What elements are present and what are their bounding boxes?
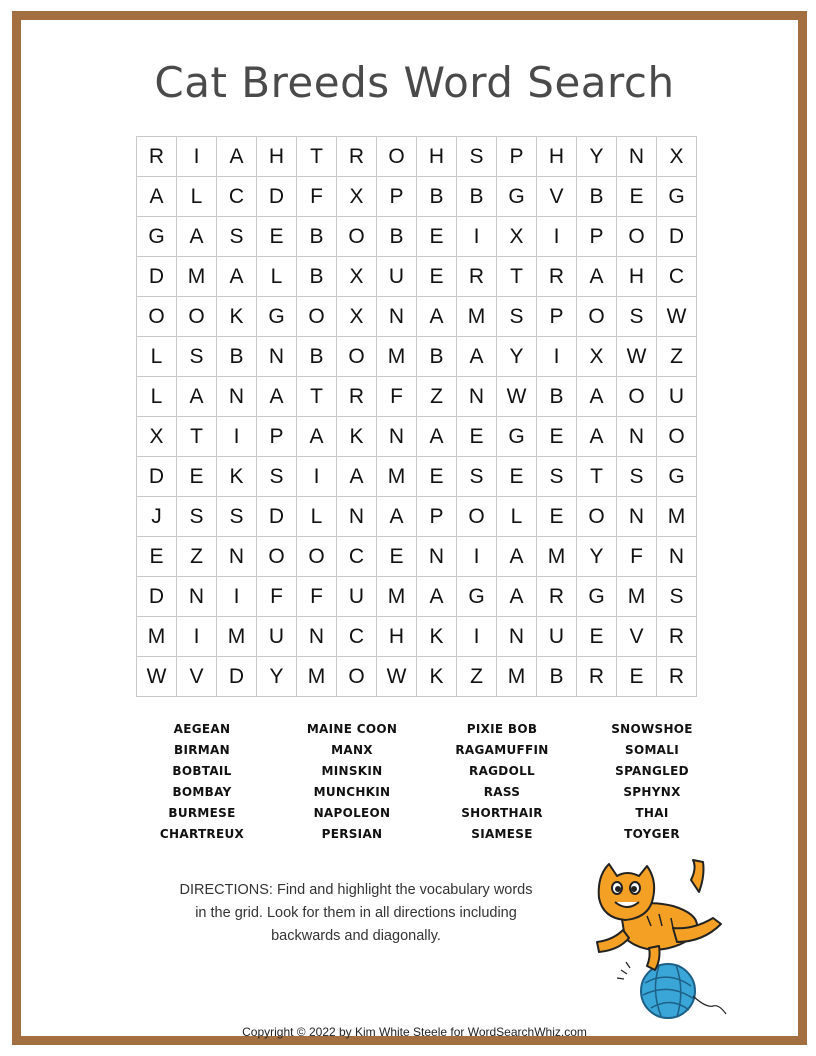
grid-cell[interactable]: B [537,377,577,417]
grid-cell[interactable]: N [617,417,657,457]
word-list-item: NAPOLEON [313,806,391,820]
word-list-item: CHARTREUX [159,827,245,841]
grid-cell[interactable]: O [657,417,697,457]
grid-cell[interactable]: R [657,657,697,697]
grid-cell[interactable]: H [537,137,577,177]
grid-cell[interactable]: O [177,297,217,337]
word-list-item: THAI [635,806,669,820]
grid-cell[interactable]: S [657,577,697,617]
grid-cell[interactable]: W [377,657,417,697]
word-list-item: AEGEAN [173,722,231,736]
grid-cell[interactable]: I [297,457,337,497]
grid-cell[interactable]: O [337,337,377,377]
grid-cell[interactable]: G [457,577,497,617]
grid-cell[interactable]: X [337,257,377,297]
grid-cell[interactable]: W [497,377,537,417]
grid-cell[interactable]: B [457,177,497,217]
cat-icon [597,860,721,970]
grid-cell[interactable]: S [457,457,497,497]
grid-cell[interactable]: T [177,417,217,457]
grid-cell[interactable]: K [217,457,257,497]
grid-cell[interactable]: E [137,537,177,577]
grid-cell[interactable]: S [617,457,657,497]
grid-cell[interactable]: N [377,297,417,337]
grid-cell[interactable]: G [657,177,697,217]
grid-cell[interactable]: X [337,297,377,337]
grid-cell[interactable]: S [617,297,657,337]
word-list-item: BURMESE [168,806,236,820]
grid-cell[interactable]: P [497,137,537,177]
grid-cell[interactable]: K [417,657,457,697]
grid-cell[interactable]: U [657,377,697,417]
grid-cell[interactable]: K [337,417,377,457]
grid-cell[interactable]: X [657,137,697,177]
word-list-column [277,719,427,845]
word-list-item: PERSIAN [321,827,383,841]
grid-cell[interactable]: P [257,417,297,457]
word-list-item: MINSKIN [321,764,383,778]
grid-cell[interactable]: E [617,657,657,697]
grid-cell[interactable]: M [617,577,657,617]
grid-cell[interactable]: O [257,537,297,577]
word-list-item: MAINE COON [306,722,398,736]
grid-cell[interactable]: V [177,657,217,697]
grid-cell[interactable]: O [617,377,657,417]
grid-cell[interactable]: C [337,617,377,657]
grid-cell[interactable]: D [217,657,257,697]
grid-cell[interactable]: M [377,457,417,497]
grid-cell[interactable]: C [657,257,697,297]
grid-cell[interactable]: B [577,177,617,217]
grid-cell[interactable]: N [337,497,377,537]
grid-cell[interactable]: B [377,217,417,257]
grid-cell[interactable]: F [377,377,417,417]
grid-cell[interactable]: N [257,337,297,377]
grid-cell[interactable]: E [257,217,297,257]
grid-cell[interactable]: R [337,377,377,417]
word-list-item: SPHYNX [623,785,681,799]
word-list-item: RAGAMUFFIN [455,743,549,757]
grid-cell[interactable]: E [457,417,497,457]
grid-cell[interactable]: A [217,137,257,177]
grid-cell[interactable]: M [497,657,537,697]
grid-cell[interactable]: O [617,217,657,257]
word-list-item: MANX [331,743,373,757]
directions-line-1: DIRECTIONS: Find and highlight the vocabulary words [179,882,533,898]
grid-cell[interactable]: E [177,457,217,497]
grid-cell[interactable]: S [257,457,297,497]
grid-cell[interactable]: I [457,217,497,257]
grid-cell[interactable]: B [297,217,337,257]
word-list-item: BOMBAY [172,785,232,799]
grid-cell[interactable]: D [657,217,697,257]
grid-cell[interactable]: T [497,257,537,297]
grid-cell[interactable]: G [577,577,617,617]
grid-cell[interactable]: M [377,577,417,617]
grid-cell[interactable]: L [177,177,217,217]
page-title: Cat Breeds Word Search [154,58,675,107]
page-frame [12,11,807,1045]
grid-cell[interactable]: X [337,177,377,217]
word-list-item: SHORTHAIR [461,806,543,820]
grid-cell[interactable]: W [137,657,177,697]
grid-cell[interactable]: S [177,337,217,377]
grid-cell[interactable]: N [217,537,257,577]
grid-cell[interactable]: L [297,497,337,537]
grid-cell[interactable]: Z [657,337,697,377]
grid-cell[interactable]: K [217,297,257,337]
word-list-column [427,719,577,845]
grid-cell[interactable]: F [257,577,297,617]
grid-cell[interactable]: G [497,417,537,457]
grid-cell[interactable]: X [577,337,617,377]
grid-cell[interactable]: N [297,617,337,657]
grid-cell[interactable]: U [337,577,377,617]
grid-cell[interactable]: O [457,497,497,537]
grid-cell[interactable]: M [217,617,257,657]
grid-cell[interactable]: O [137,297,177,337]
grid-cell[interactable]: S [457,137,497,177]
grid-cell[interactable]: Y [497,337,537,377]
grid-cell[interactable]: R [337,137,377,177]
grid-cell[interactable]: U [537,617,577,657]
grid-cell[interactable]: T [297,377,337,417]
grid-cell[interactable]: S [177,497,217,537]
word-list-item: SIAMESE [471,827,533,841]
grid-cell[interactable]: O [577,497,617,537]
grid-cell[interactable]: A [177,377,217,417]
grid-cell[interactable]: E [537,417,577,457]
grid-cell[interactable]: R [537,257,577,297]
grid-cell[interactable]: D [137,257,177,297]
word-search-grid [136,136,697,697]
grid-cell[interactable]: A [577,377,617,417]
grid-cell[interactable]: R [137,137,177,177]
grid-cell[interactable]: E [417,457,457,497]
grid-cell[interactable]: L [497,497,537,537]
grid-cell[interactable]: S [217,217,257,257]
grid-cell[interactable]: Y [577,137,617,177]
grid-cell[interactable]: X [137,417,177,457]
grid-cell[interactable]: L [257,257,297,297]
grid-cell[interactable]: S [217,497,257,537]
grid-cell[interactable]: X [497,217,537,257]
grid-cell[interactable]: E [417,217,457,257]
grid-cell[interactable]: N [377,417,417,457]
grid-cell[interactable]: Z [177,537,217,577]
grid-cell[interactable]: F [297,177,337,217]
grid-cell[interactable]: A [217,257,257,297]
grid-cell[interactable]: P [417,497,457,537]
grid-cell[interactable]: H [417,137,457,177]
grid-cell[interactable]: H [377,617,417,657]
word-list-item: BIRMAN [174,743,230,757]
grid-cell[interactable]: M [177,257,217,297]
grid-cell[interactable]: G [137,217,177,257]
grid-cell[interactable]: O [297,297,337,337]
grid-cell[interactable]: O [577,297,617,337]
grid-cell[interactable]: A [137,177,177,217]
grid-cell[interactable]: R [657,617,697,657]
word-list-item: RAGDOLL [469,764,535,778]
grid-cell[interactable]: P [377,177,417,217]
grid-cell[interactable]: C [217,177,257,217]
grid-cell[interactable]: A [177,217,217,257]
grid-cell[interactable]: G [257,297,297,337]
directions-line-2: in the grid. Look for them in all directions including [195,905,517,921]
grid-cell[interactable]: N [457,377,497,417]
grid-cell[interactable]: P [537,297,577,337]
cat-with-yarn-ball-icon [581,858,741,1028]
grid-cell[interactable]: E [577,617,617,657]
grid-cell[interactable]: U [377,257,417,297]
grid-cell[interactable]: I [457,617,497,657]
grid-cell[interactable]: F [617,537,657,577]
grid-cell[interactable]: I [177,617,217,657]
grid-cell[interactable]: B [217,337,257,377]
grid-cell[interactable]: O [297,537,337,577]
grid-cell[interactable]: Y [577,537,617,577]
word-list-item: BOBTAIL [172,764,232,778]
yarn-ball-icon [617,962,726,1018]
grid-cell[interactable]: B [417,337,457,377]
grid-cell[interactable]: L [137,377,177,417]
grid-cell[interactable]: Z [457,657,497,697]
grid-cell[interactable]: W [617,337,657,377]
grid-cell[interactable]: S [497,297,537,337]
grid-cell[interactable]: I [537,217,577,257]
grid-cell[interactable]: E [497,457,537,497]
grid-cell[interactable]: N [217,377,257,417]
grid-cell[interactable]: K [417,617,457,657]
grid-cell[interactable]: L [137,337,177,377]
word-list-item: SOMALI [625,743,679,757]
grid-cell[interactable]: B [537,657,577,697]
grid-cell[interactable]: O [337,217,377,257]
word-list-item: TOYGER [624,827,680,841]
grid-cell[interactable]: P [577,217,617,257]
grid-cell[interactable]: A [337,457,377,497]
grid-cell[interactable]: O [337,657,377,697]
word-list-item: RASS [483,785,521,799]
grid-cell[interactable]: W [657,297,697,337]
grid-cell[interactable]: E [377,537,417,577]
grid-cell[interactable]: M [377,337,417,377]
grid-cell[interactable]: A [417,577,457,617]
grid-cell[interactable]: E [617,177,657,217]
grid-cell[interactable]: T [297,137,337,177]
grid-cell[interactable]: M [537,537,577,577]
grid-cell[interactable]: I [217,417,257,457]
word-list-item: MUNCHKIN [313,785,391,799]
grid-cell[interactable]: D [137,457,177,497]
grid-cell[interactable]: A [457,337,497,377]
grid-cell[interactable]: D [257,177,297,217]
grid-cell[interactable]: D [137,577,177,617]
grid-cell[interactable]: H [617,257,657,297]
grid-cell[interactable]: R [577,657,617,697]
grid-cell[interactable]: J [137,497,177,537]
grid-cell[interactable]: Y [257,657,297,697]
grid-cell[interactable]: F [297,577,337,617]
copyright-text: Copyright © 2022 by Kim White Steele for WordSearchWhiz.com [242,1025,587,1039]
word-list-item: SPANGLED [615,764,689,778]
grid-cell[interactable]: C [337,537,377,577]
grid-cell[interactable]: B [417,177,457,217]
grid-cell[interactable]: V [537,177,577,217]
grid-cell[interactable]: M [297,657,337,697]
grid-cell[interactable]: A [417,417,457,457]
grid-cell[interactable]: A [377,497,417,537]
grid-cell[interactable]: A [497,537,537,577]
grid-cell[interactable]: R [537,577,577,617]
word-list-column [127,719,277,845]
grid-cell[interactable]: M [657,497,697,537]
grid-cell[interactable]: N [657,537,697,577]
grid-cell[interactable]: G [497,177,537,217]
grid-cell[interactable]: A [297,417,337,457]
word-list-item: SNOWSHOE [611,722,693,736]
grid-cell[interactable]: N [617,497,657,537]
directions-text [151,879,561,948]
grid-cell[interactable]: O [377,137,417,177]
word-list-item: PIXIE BOB [466,722,538,736]
grid-cell[interactable]: E [537,497,577,537]
grid-cell[interactable]: I [177,137,217,177]
grid-cell[interactable]: N [497,617,537,657]
directions-line-3: backwards and diagonally. [271,928,441,944]
grid-cell[interactable]: G [657,457,697,497]
grid-cell[interactable]: U [257,617,297,657]
grid-cell[interactable]: A [497,577,537,617]
grid-cell[interactable]: B [297,337,337,377]
grid-cell[interactable]: D [257,497,297,537]
grid-cell[interactable]: H [257,137,297,177]
grid-cell[interactable]: R [457,257,497,297]
word-list [127,719,727,845]
word-list-column [577,719,727,845]
grid-cell[interactable]: B [297,257,337,297]
grid-cell[interactable]: M [457,297,497,337]
grid-cell[interactable]: I [217,577,257,617]
grid-cell[interactable]: V [617,617,657,657]
grid-cell[interactable]: N [617,137,657,177]
grid-cell[interactable]: A [577,257,617,297]
grid-cell[interactable]: N [417,537,457,577]
grid-cell[interactable]: E [417,257,457,297]
grid-cell[interactable]: Z [417,377,457,417]
grid-cell[interactable]: I [537,337,577,377]
grid-cell[interactable]: T [577,457,617,497]
grid-cell[interactable]: M [137,617,177,657]
grid-cell[interactable]: S [537,457,577,497]
grid-cell[interactable]: A [257,377,297,417]
grid-cell[interactable]: N [177,577,217,617]
grid-cell[interactable]: A [417,297,457,337]
grid-cell[interactable]: I [457,537,497,577]
grid-cell[interactable]: A [577,417,617,457]
